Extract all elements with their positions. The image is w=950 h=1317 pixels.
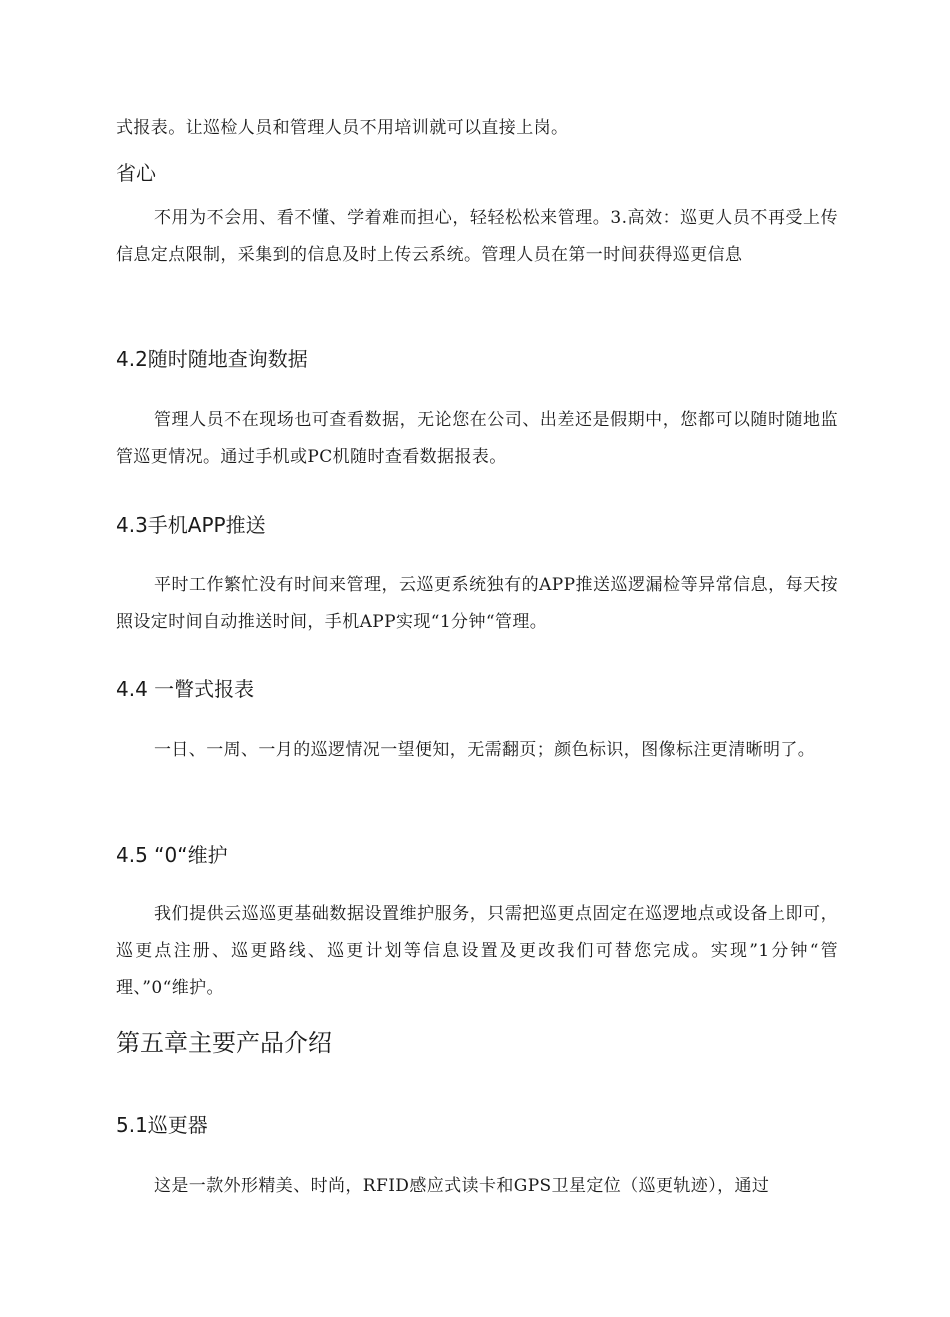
paragraph-4-5: 我们提供云巡巡更基础数据设置维护服务，只需把巡更点固定在巡逻地点或设备上即可，巡更点注册、巡更路线、巡更计划等信息设置及更改我们可替您完成。实现”1分钟“管理、”0“维护。 — [116, 904, 838, 998]
paragraph-4-4: 一日、一周、一月的巡逻情况一望便知，无需翻页；颜色标识，图像标注更清晰明了。 — [154, 740, 816, 760]
paragraph-4-2: 管理人员不在现场也可查看数据，无论您在公司、出差还是假期中，您都可以随时随地监管巡更情况。通过手机或PC机随时查看数据报表。 — [116, 410, 838, 467]
heading-4-4: 4.4 一瞥式报表 — [116, 677, 255, 701]
paragraph-intro-tail: 式报表。让巡检人员和管理人员不用培训就可以直接上岗。 — [116, 118, 569, 138]
chapter-5-title: 第五章主要产品介绍 — [116, 1029, 332, 1057]
heading-5-1: 5.1巡更器 — [116, 1113, 208, 1137]
paragraph-4-3: 平时工作繁忙没有时间来管理，云巡更系统独有的APP推送巡逻漏检等异常信息，每天按照设定时间自动推送时间，手机APP实现“1分钟“管理。 — [116, 575, 838, 632]
heading-4-2: 4.2随时随地查询数据 — [116, 347, 308, 371]
heading-4-5: 4.5 “0“维护 — [116, 843, 228, 867]
heading-4-3: 4.3手机APP推送 — [116, 513, 266, 537]
heading-shengxin: 省心 — [116, 161, 156, 185]
paragraph-shengxin: 不用为不会用、看不懂、学着难而担心，轻轻松松来管理。3.高效：巡更人员不再受上传信息定点限制，采集到的信息及时上传云系统。管理人员在第一时间获得巡更信息 — [116, 208, 838, 265]
paragraph-5-1: 这是一款外形精美、时尚，RFID感应式读卡和GPS卫星定位（巡更轨迹），通过 — [154, 1176, 770, 1196]
